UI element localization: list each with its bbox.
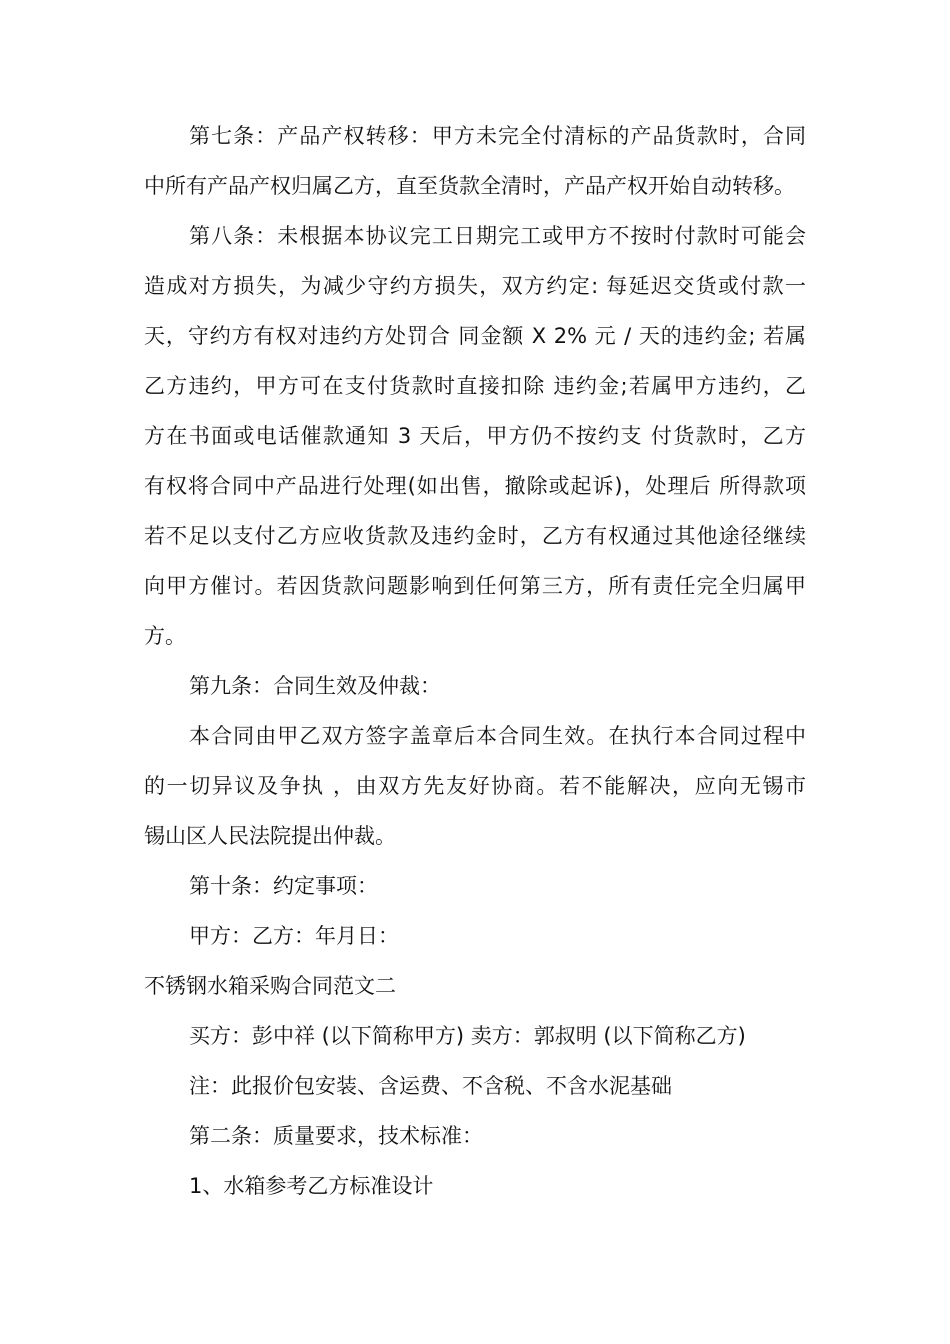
clause-9-line-3: 锡山区人民法院提出仲裁。 bbox=[144, 824, 396, 848]
clause-9-line-1: 本合同由甲乙双方签字盖章后本合同生效。在执行本合同过程中 bbox=[189, 724, 806, 748]
clause-2-heading: 第二条：质量要求，技术标准： bbox=[189, 1124, 483, 1148]
clause-8-line-5: 方在书面或电话催款通知 3 天后，甲方仍不按约支 付货款时，乙方 bbox=[144, 424, 806, 448]
clause-10-heading: 第十条：约定事项： bbox=[189, 874, 378, 898]
clause-8-line-9: 方。 bbox=[144, 624, 186, 648]
clause-8-line-6: 有权将合同中产品进行处理(如出售，撤除或起诉)，处理后 所得款项 bbox=[144, 474, 806, 498]
clause-7-line-1: 第七条：产品产权转移：甲方未完全付清标的产品货款时，合同 bbox=[189, 124, 806, 148]
parties-line: 买方：彭中祥 (以下简称甲方) 卖方：郭叔明 (以下简称乙方) bbox=[189, 1024, 746, 1048]
clause-8-line-1: 第八条：未根据本协议完工日期完工或甲方不按时付款时可能会 bbox=[189, 224, 806, 248]
clause-8-line-3: 天，守约方有权对违约方处罚合 同金额 X 2% 元 / 天的违约金; 若属 bbox=[144, 324, 806, 348]
clause-9-heading: 第九条：合同生效及仲裁： bbox=[189, 674, 441, 698]
note-line: 注：此报价包安装、含运费、不含税、不含水泥基础 bbox=[189, 1074, 672, 1098]
signature-line: 甲方：乙方：年月日： bbox=[189, 924, 399, 948]
clause-8-line-8: 向甲方催讨。若因货款问题影响到任何第三方，所有责任完全归属甲 bbox=[144, 574, 806, 598]
clause-2-item-1: 1、水箱参考乙方标准设计 bbox=[189, 1174, 434, 1198]
clause-8-line-7: 若不足以支付乙方应收货款及违约金时，乙方有权通过其他途径继续 bbox=[144, 524, 806, 548]
section-title: 不锈钢水箱采购合同范文二 bbox=[144, 974, 396, 998]
clause-7-line-2: 中所有产品产权归属乙方，直至货款全清时，产品产权开始自动转移。 bbox=[144, 174, 795, 198]
clause-8-line-4: 乙方违约，甲方可在支付货款时直接扣除 违约金;若属甲方违约，乙 bbox=[144, 374, 806, 398]
clause-8-line-2: 造成对方损失，为减少守约方损失，双方约定: 每延迟交货或付款一 bbox=[144, 274, 806, 298]
clause-9-line-2: 的一切异议及争执 ，由双方先友好协商。若不能解决，应向无锡市 bbox=[144, 774, 806, 798]
